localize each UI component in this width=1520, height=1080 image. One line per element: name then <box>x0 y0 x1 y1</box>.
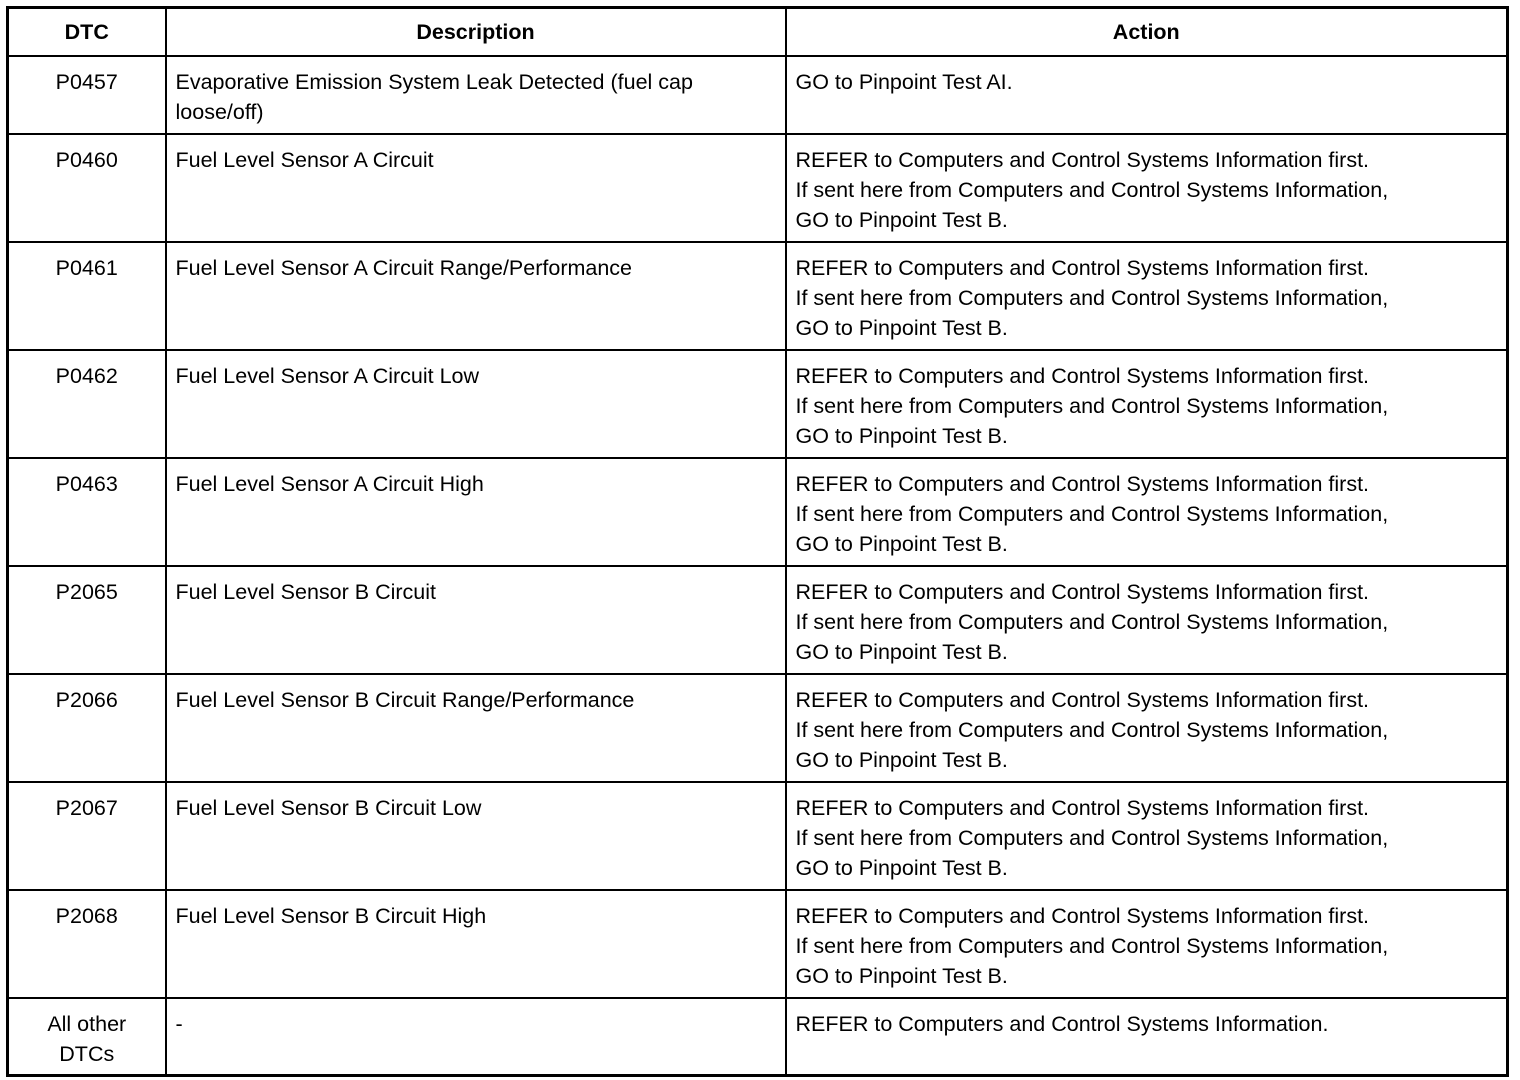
table-row <box>8 242 1508 350</box>
dtc-cell <box>8 674 166 782</box>
description-cell <box>166 674 786 782</box>
description-text: Fuel Level Sensor B Circuit Low <box>175 795 482 820</box>
action-text: REFER to Computers and Control Systems Information first. <box>795 363 1370 388</box>
description-cell <box>166 998 786 1076</box>
action-text: If sent here from Computers and Control Systems Information, <box>795 609 1389 634</box>
table-row <box>8 134 1508 242</box>
action-text: If sent here from Computers and Control Systems Information, <box>795 825 1389 850</box>
action-text: GO to Pinpoint Test B. <box>795 531 1008 556</box>
description-text: Fuel Level Sensor A Circuit Low <box>175 363 480 388</box>
description-cell <box>166 458 786 566</box>
action-text: REFER to Computers and Control Systems Information first. <box>795 255 1370 280</box>
dtc-text: P0462 <box>55 363 118 388</box>
action-cell <box>786 890 1508 998</box>
dtc-cell <box>8 56 166 134</box>
description-text: Fuel Level Sensor B Circuit High <box>175 903 487 928</box>
description-text: Fuel Level Sensor A Circuit High <box>175 471 484 496</box>
action-cell <box>786 782 1508 890</box>
description-cell <box>166 242 786 350</box>
action-text: GO to Pinpoint Test AI. <box>795 69 1013 94</box>
description-cell <box>166 890 786 998</box>
dtc-text: P0461 <box>55 255 118 280</box>
header-description: Description <box>166 8 786 56</box>
action-text: GO to Pinpoint Test B. <box>795 963 1008 988</box>
dtc-text: P2066 <box>55 687 118 712</box>
description-cell <box>166 782 786 890</box>
action-cell <box>786 242 1508 350</box>
action-text: If sent here from Computers and Control Systems Information, <box>795 501 1389 526</box>
action-cell <box>786 998 1508 1076</box>
action-text: REFER to Computers and Control Systems Information first. <box>795 579 1370 604</box>
table-header-row <box>8 8 1508 56</box>
description-cell <box>166 566 786 674</box>
header-action: Action <box>786 8 1508 56</box>
dtc-cell <box>8 242 166 350</box>
table-row <box>8 782 1508 890</box>
dtc-cell <box>8 134 166 242</box>
table-row <box>8 674 1508 782</box>
action-text: REFER to Computers and Control Systems Information first. <box>795 471 1370 496</box>
action-cell <box>786 566 1508 674</box>
action-text: If sent here from Computers and Control Systems Information, <box>795 933 1389 958</box>
action-text: REFER to Computers and Control Systems Information. <box>795 1011 1329 1036</box>
dtc-cell <box>8 566 166 674</box>
action-text: GO to Pinpoint Test B. <box>795 747 1008 772</box>
description-text: Fuel Level Sensor B Circuit <box>175 579 436 604</box>
table-row <box>8 56 1508 134</box>
dtc-text: P2065 <box>55 579 118 604</box>
action-text: GO to Pinpoint Test B. <box>795 423 1008 448</box>
action-text: If sent here from Computers and Control Systems Information, <box>795 285 1389 310</box>
description-text: loose/off) <box>175 99 264 124</box>
action-text: REFER to Computers and Control Systems Information first. <box>795 687 1370 712</box>
action-text: GO to Pinpoint Test B. <box>795 855 1008 880</box>
header-dtc: DTC <box>8 8 166 56</box>
action-text: REFER to Computers and Control Systems Information first. <box>795 147 1370 172</box>
description-text: Fuel Level Sensor A Circuit <box>175 147 434 172</box>
dtc-cell <box>8 350 166 458</box>
description-text: Fuel Level Sensor B Circuit Range/Performance <box>175 687 635 712</box>
table-row <box>8 998 1508 1076</box>
action-text: GO to Pinpoint Test B. <box>795 207 1008 232</box>
description-cell <box>166 56 786 134</box>
dtc-cell <box>8 458 166 566</box>
dtc-text: P0463 <box>55 471 118 496</box>
description-text: Fuel Level Sensor A Circuit Range/Performance <box>175 255 633 280</box>
table-body <box>8 56 1508 1076</box>
action-text: If sent here from Computers and Control Systems Information, <box>795 393 1389 418</box>
dtc-text: P0457 <box>55 69 118 94</box>
table-row <box>8 458 1508 566</box>
dtc-text: P2067 <box>55 795 118 820</box>
dtc-cell <box>8 998 166 1076</box>
action-cell <box>786 134 1508 242</box>
description-text: - <box>175 1011 183 1036</box>
action-text: If sent here from Computers and Control Systems Information, <box>795 177 1389 202</box>
table-row <box>8 566 1508 674</box>
dtc-text: DTCs <box>59 1041 115 1066</box>
action-text: GO to Pinpoint Test B. <box>795 639 1008 664</box>
action-text: REFER to Computers and Control Systems Information first. <box>795 795 1370 820</box>
action-cell <box>786 56 1508 134</box>
description-cell <box>166 350 786 458</box>
action-cell <box>786 350 1508 458</box>
action-text: GO to Pinpoint Test B. <box>795 315 1008 340</box>
description-text: Evaporative Emission System Leak Detected (fuel cap <box>175 69 693 94</box>
table-row <box>8 350 1508 458</box>
dtc-cell <box>8 782 166 890</box>
action-text: REFER to Computers and Control Systems Information first. <box>795 903 1370 928</box>
description-cell <box>166 134 786 242</box>
dtc-table <box>6 6 1509 1077</box>
table-row <box>8 890 1508 998</box>
dtc-text: P0460 <box>55 147 118 172</box>
action-text: If sent here from Computers and Control Systems Information, <box>795 717 1389 742</box>
dtc-cell <box>8 890 166 998</box>
dtc-text: All other <box>47 1011 127 1036</box>
action-cell <box>786 458 1508 566</box>
dtc-text: P2068 <box>55 903 118 928</box>
action-cell <box>786 674 1508 782</box>
